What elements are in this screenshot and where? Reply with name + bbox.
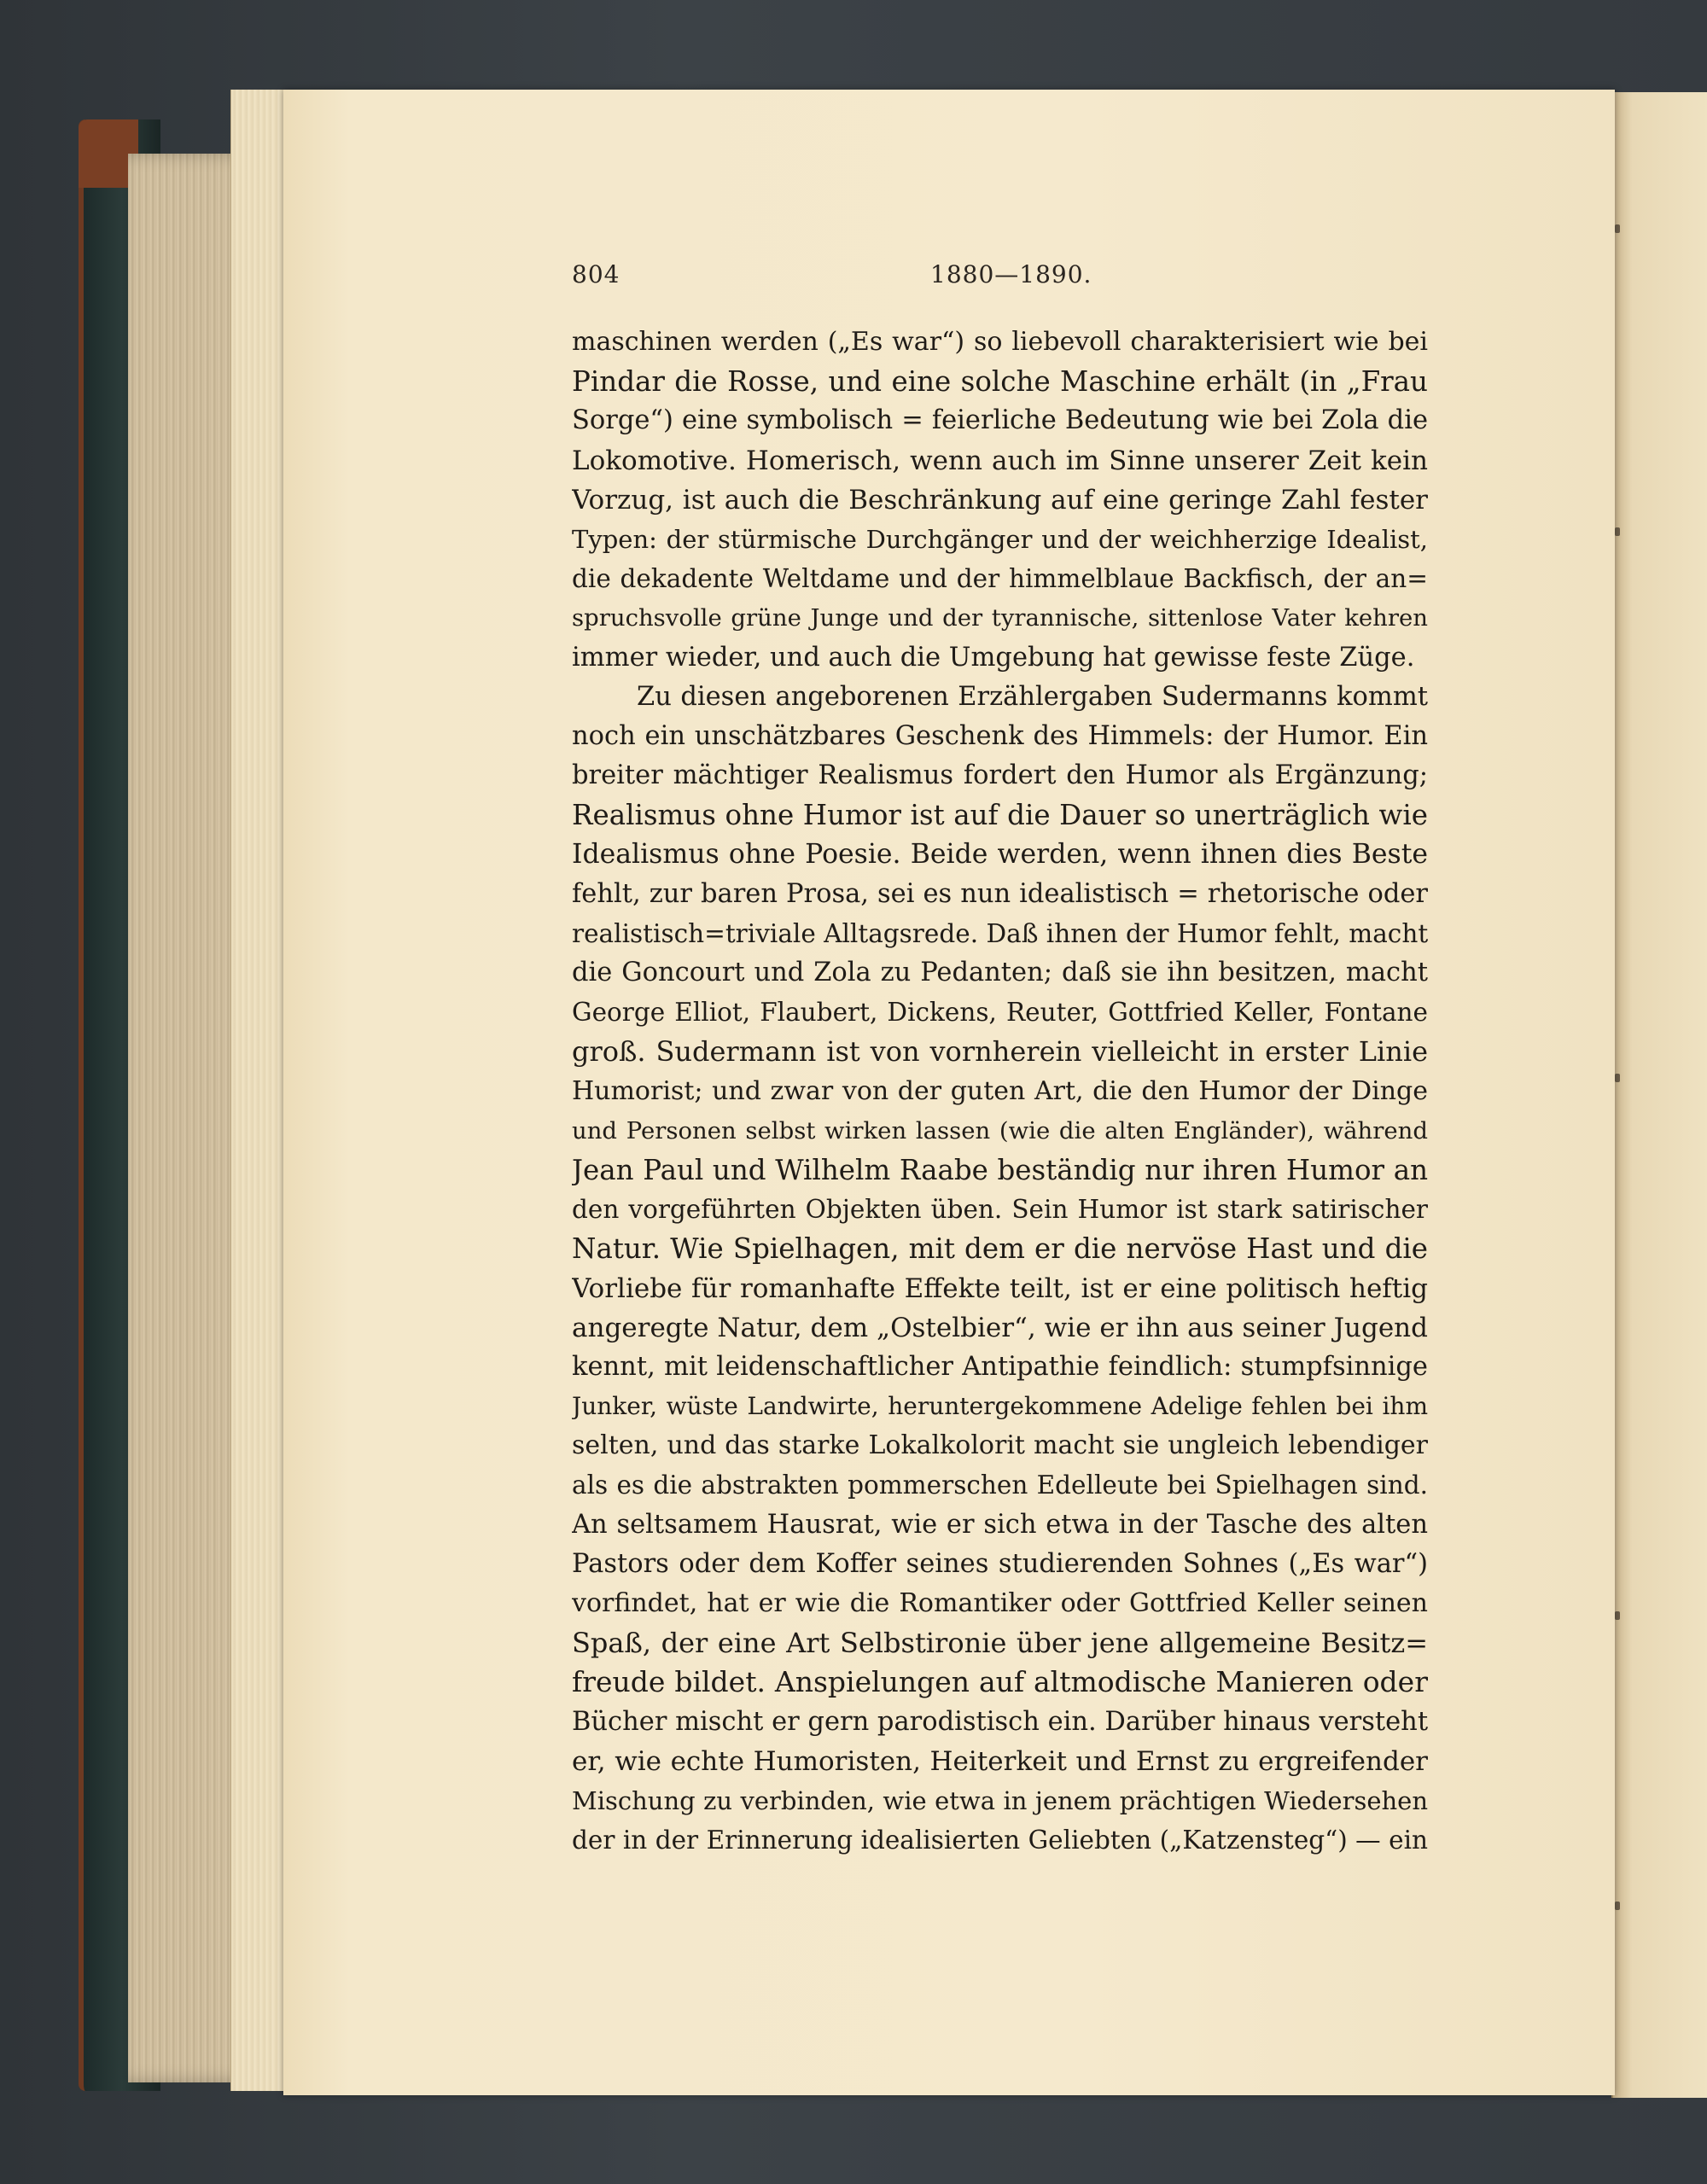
- text-line: immer wieder, und auch die Umgebung hat gewisse feste Züge.: [572, 642, 1415, 673]
- text-line: Mischung zu verbinden, wie etwa in jenem prächtigen Wiedersehen: [572, 1785, 1428, 1815]
- text-line: An seltsamem Hausrat, wie er sich etwa in der Tasche des alten: [572, 1509, 1428, 1540]
- page-mark: [1615, 1611, 1620, 1620]
- text-line: kennt, mit leidenschaftlicher Antipathie feindlich: stumpfsinnige: [572, 1351, 1428, 1382]
- text-line: freude bildet. Anspielungen auf altmodische Manieren oder: [572, 1665, 1428, 1699]
- page-number: 804: [572, 260, 620, 288]
- text-line: spruchsvolle grüne Junge und der tyrannische, sittenlose Vater kehren: [572, 604, 1428, 632]
- text-line: der in der Erinnerung idealisierten Geliebten („Katzensteg“) — ein: [572, 1826, 1428, 1855]
- text-line: Pastors oder dem Koffer seines studierenden Sohnes („Es war“): [572, 1548, 1428, 1579]
- text-line: Idealismus ohne Poesie. Beide werden, wenn ihnen dies Beste: [572, 839, 1428, 871]
- text-line: selten, und das starke Lokalkolorit macht sie ungleich lebendiger: [572, 1430, 1428, 1461]
- text-line: realistisch=triviale Alltagsrede. Daß ihnen der Humor fehlt, macht: [572, 918, 1428, 948]
- text-line: groß. Sudermann ist von vornherein vielleicht in erster Linie: [572, 1035, 1428, 1069]
- text-line: die dekadente Weltdame und der himmelblaue Backfisch, der an=: [572, 564, 1428, 594]
- text-line: Bücher mischt er gern parodistisch ein. Darüber hinaus versteht: [572, 1706, 1428, 1737]
- text-line: breiter mächtiger Realismus fordert den Humor als Ergänzung;: [572, 760, 1428, 791]
- text-line: Realismus ohne Humor ist auf die Dauer so unerträglich wie: [572, 799, 1428, 832]
- text-line: als es die abstrakten pommerschen Edelleute bei Spielhagen sind.: [572, 1471, 1428, 1500]
- text-line: angeregte Natur, dem „Ostelbier“, wie er ihn aus seiner Jugend: [572, 1312, 1428, 1343]
- page-header: [572, 260, 1428, 294]
- text-line: Humorist; und zwar von der guten Art, die den Humor der Dinge: [572, 1075, 1428, 1106]
- text-line: die Goncourt und Zola zu Pedanten; daß sie ihn besitzen, macht: [572, 958, 1428, 987]
- page-mark: [1615, 1902, 1620, 1910]
- text-line: Lokomotive. Homerisch, wenn auch im Sinne unserer Zeit kein: [572, 445, 1428, 476]
- text-line: und Personen selbst wirken lassen (wie die alten Engländer), während: [572, 1116, 1428, 1144]
- text-line: Vorzug, ist auch die Beschränkung auf eine geringe Zahl fester: [572, 484, 1428, 515]
- running-title: 1880—1890.: [930, 260, 1092, 288]
- text-line: Pindar die Rosse, und eine solche Maschine erhält (in „Frau: [572, 365, 1428, 399]
- page-mark: [1615, 224, 1620, 233]
- text-line: maschinen werden („Es war“) so liebevoll charakterisiert wie bei: [572, 327, 1428, 357]
- paragraph-start-line: Zu diesen angeborenen Erzählergaben Sudermanns kommt: [637, 681, 1428, 712]
- facing-page-edge: [1611, 92, 1707, 2098]
- text-line: Sorge“) eine symbolisch = feierliche Bedeutung wie bei Zola die: [572, 405, 1428, 436]
- text-line: Vorliebe für romanhafte Effekte teilt, ist er eine politisch heftig: [572, 1273, 1428, 1304]
- text-line: Spaß, der eine Art Selbstironie über jene allgemeine Besitz=: [572, 1627, 1428, 1660]
- text-line: Typen: der stürmische Durchgänger und der weichherzige Idealist,: [572, 524, 1428, 554]
- body-text: [572, 323, 1428, 1860]
- text-line: Natur. Wie Spielhagen, mit dem er die nervöse Hast und die: [572, 1232, 1428, 1266]
- text-line: den vorgeführten Objekten üben. Sein Humor ist stark satirischer: [572, 1195, 1428, 1225]
- text-line: George Elliot, Flaubert, Dickens, Reuter, Gottfried Keller, Fontane: [572, 998, 1428, 1028]
- text-line: vorfindet, hat er wie die Romantiker oder Gottfried Keller seinen: [572, 1588, 1428, 1618]
- text-line: er, wie echte Humoristen, Heiterkeit und Ernst zu ergreifender: [572, 1745, 1428, 1777]
- text-line: Junker, wüste Landwirte, heruntergekommene Adelige fehlen bei ihm: [572, 1392, 1428, 1421]
- text-line: Jean Paul und Wilhelm Raabe beständig nur ihren Humor an: [572, 1153, 1428, 1186]
- page-mark: [1615, 1074, 1620, 1082]
- page-mark: [1615, 527, 1620, 536]
- text-line: fehlt, zur baren Prosa, sei es nun idealistisch = rhetorische oder: [572, 878, 1428, 909]
- text-line: noch ein unschätzbares Geschenk des Himmels: der Humor. Ein: [572, 720, 1428, 751]
- page-stack: [230, 90, 291, 2091]
